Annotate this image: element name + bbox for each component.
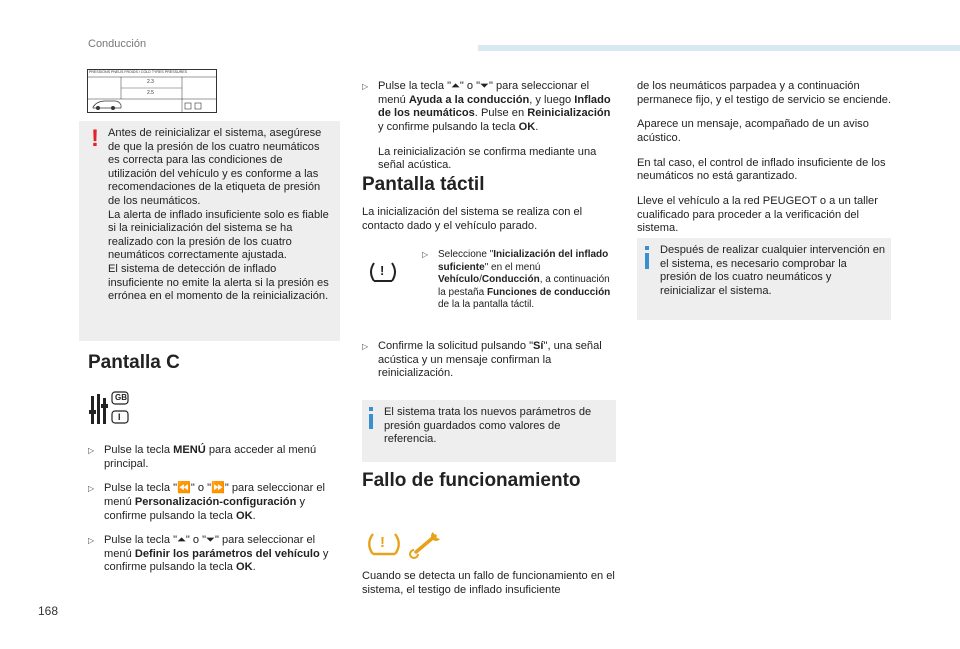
warning-icon: ! <box>91 125 99 152</box>
warning-paragraph-2: La alerta de inflado insuficiente solo es fiable si la reinicialización del sistema se ha realizado con la presión de los cuatro neumáticos correctamente ajustada. <box>108 208 329 262</box>
col3-paragraph-1b: Aparece un mensaje, acompañado de un aviso acústico. <box>637 118 869 144</box>
info-box-2-text: Después de realizar cualquier intervención en el sistema, es necesario comprobar la presión de los cuatro neumáticos y reinicializar el sistema. <box>660 244 886 297</box>
warning-box <box>79 121 340 341</box>
pantalla-tactil-intro: La inicialización del sistema se realiza con el contacto dado y el vehículo parado. <box>362 206 583 232</box>
section-title: Conducción <box>88 38 147 50</box>
tpms-reset-icon <box>370 260 396 284</box>
display-c-icon <box>88 390 132 430</box>
warning-paragraph-1: Antes de reinicializar el sistema, asegúrese de que la presión de los cuatro neumáticos es correcta para las condiciones de utilización del vehículo y es conforme a las recomendaciones de la etiqueta de presión de los neumáticos. <box>108 127 322 207</box>
pantalla-tactil-title: Pantalla táctil <box>362 174 485 195</box>
tpms-warning-icon: ! <box>380 534 385 551</box>
col2-intro <box>362 69 618 184</box>
fault-warning-icons <box>367 528 447 560</box>
tire-label-row1: 2.3 <box>147 79 154 85</box>
pantalla-c-title: Pantalla C <box>88 352 180 373</box>
header-bar <box>478 45 960 51</box>
step-menu: ▷ Pulse la tecla MENÚ para acceder al menú principal. <box>88 444 342 471</box>
info-box-1-text: El sistema trata los nuevos parámetros de presión guardados como valores de referencia. <box>384 406 592 446</box>
info-icon <box>645 253 649 269</box>
page-number: 168 <box>38 604 59 618</box>
tire-label-heading: PRESSIONS PNEUS FROIDS / COLD TYRES PRESSURES <box>89 70 187 74</box>
i-label: I <box>118 412 121 422</box>
pantalla-c-steps <box>88 433 342 586</box>
fallo-text: Cuando se detecta un fallo de funcionamiento en el sistema, el testigo de inflado insuficiente <box>362 570 615 596</box>
confirm-step: ▷ Confirme la solicitud pulsando "Sí", una señal acústica y un mensaje confirman la reinicialización. <box>362 340 618 381</box>
warning-paragraph-3: El sistema de detección de inflado insuficiente no emite la alerta si la presión es errónea en el momento de la reinicialización. <box>108 262 329 303</box>
col3-paragraph-2: En tal caso, el control de inflado insuficiente de los neumáticos no está garantizado. <box>637 156 886 183</box>
tire-label-row2: 2.5 <box>147 90 154 96</box>
reset-confirmation-text: La reinicialización se confirma mediante una señal acústica. <box>378 145 597 172</box>
col3-paragraph-2b: Lleve el vehículo a la red PEUGEOT o a un taller cualificado para proceder a la verificación del sistema. <box>637 194 878 235</box>
col3-paragraph-1: de los neumáticos parpadea y a continuación permanece fijo, y el testigo de servicio se enciende. <box>637 80 892 106</box>
step-personalizacion: ▷ Pulse la tecla "⏪" o "⏩" para seleccionar el menú Personalización-configuración y confirme pulsando la tecla OK. <box>88 482 342 523</box>
info-icon <box>369 414 373 429</box>
info-box-reference-values <box>362 400 616 462</box>
touchscreen-step: ▷ Seleccione "Inicialización del inflado suficiente" en el menú Vehículo/Conducción, a continuación la pestaña Funciones de conducción de la la pantalla táctil. <box>422 249 618 312</box>
col3-text <box>637 69 893 247</box>
step-ayuda-conduccion: ▷ Pulse la tecla "⏶" o "⏷" para seleccionar el menú Ayuda a la conducción, y luego Inflado de los neumáticos. Pulse en Reinicialización y confirme pulsando la tecla OK. <box>362 80 618 134</box>
info-box-maintenance <box>637 238 891 320</box>
gb-label: GB <box>115 393 127 402</box>
tpms-reset-icon-mark: ! <box>380 263 385 278</box>
tire-pressure-label-image <box>87 69 217 113</box>
fallo-title: Fallo de funcionamiento <box>362 470 581 491</box>
step-definir-parametros: ▷ Pulse la tecla "⏶" o "⏷" para seleccionar el menú Definir los parámetros del vehículo y confirme pulsando la tecla OK. <box>88 534 342 575</box>
